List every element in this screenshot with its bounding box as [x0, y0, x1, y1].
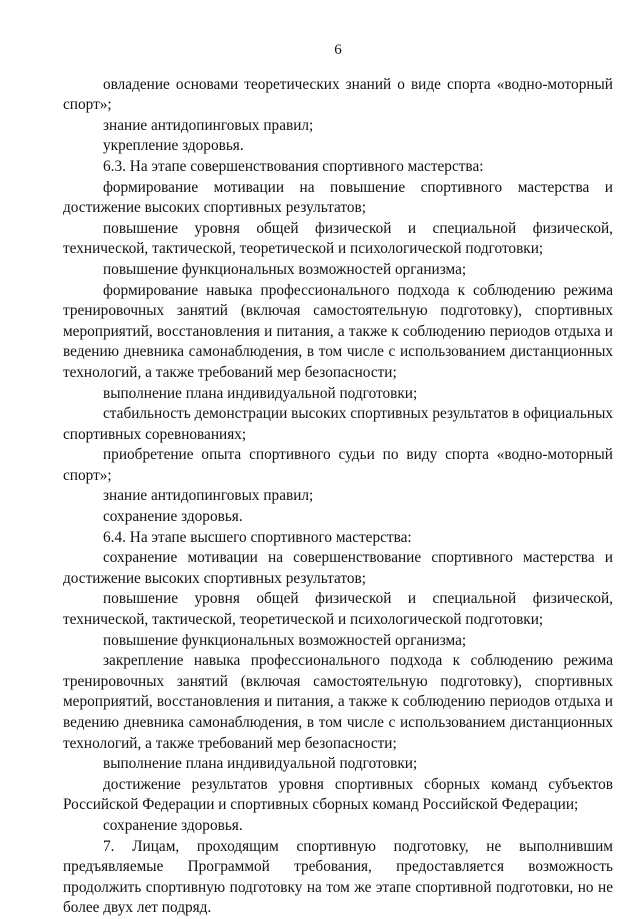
paragraph: достижение результатов уровня спортивных сборных команд субъектов Российской Федерации и спортивных сборных команд Российской Федерации; — [63, 775, 613, 814]
paragraph: повышение уровня общей физической и специальной физической, технической, тактической, теоретической и психологической подготовки; — [63, 590, 613, 629]
paragraph: сохранение мотивации на совершенствование спортивного мастерства и достижение высоких спортивных результатов; — [63, 549, 613, 587]
paragraph: укрепление здоровья. — [103, 137, 244, 155]
paragraph: повышение уровня общей физической и специальной физической, технической, тактической, теоретической и психологической подготовки; — [63, 219, 613, 258]
document-page — [63, 40, 613, 919]
paragraph: формирование навыка профессионального подхода к соблюдению режима тренировочных занятий (включая самостоятельную подготовку), спортивных мероприятий, восстановления и питания, а также к соблюдению периодов отдыха и ведению дневника самонаблюдения, в том числе с использованием дистанционных технологий, а также требований мер безопасности; — [63, 281, 613, 381]
paragraph: выполнение плана индивидуальной подготовки; — [103, 755, 418, 773]
paragraph: знание антидопинговых правил; — [103, 116, 314, 134]
document-body — [63, 75, 613, 919]
paragraph: овладение основами теоретических знаний о виде спорта «водно-моторный спорт»; — [63, 75, 613, 114]
paragraph: повышение функциональных возможностей организма; — [103, 260, 467, 278]
section-heading: 6.4. На этапе высшего спортивного мастерства: — [103, 528, 412, 546]
section-heading: 6.3. На этапе совершенствования спортивного мастерства: — [103, 157, 484, 175]
paragraph: выполнение плана индивидуальной подготовки; — [103, 384, 418, 402]
page-number: 6 — [334, 42, 342, 58]
paragraph: приобретение опыта спортивного судьи по виду спорта «водно-моторный спорт»; — [63, 446, 613, 484]
paragraph: формирование мотивации на повышение спортивного мастерства и достижение высоких спортивных результатов; — [63, 178, 613, 217]
paragraph: знание антидопинговых правил; — [103, 487, 314, 505]
paragraph: повышение функциональных возможностей организма; — [103, 631, 467, 649]
paragraph: 7. Лицам, проходящим спортивную подготовку, не выполнившим предъявляемые Программой требования, предоставляется возможность продолжить спортивную подготовку на том же этапе спортивной подготовки, но не более двух лет подряд. — [63, 837, 613, 917]
paragraph: сохранение здоровья. — [103, 508, 243, 526]
paragraph: стабильность демонстрации высоких спортивных результатов в официальных спортивных соревнованиях; — [63, 405, 613, 443]
paragraph: закрепление навыка профессионального подхода к соблюдению режима тренировочных занятий (включая самостоятельную подготовку), спортивных мероприятий, восстановления и питания, а также к соблюдению периодов отдыха и ведению дневника самонаблюдения, в том числе с использованием дистанционных технологий, а также требований мер безопасности; — [63, 652, 613, 752]
paragraph: сохранение здоровья. — [103, 816, 243, 834]
